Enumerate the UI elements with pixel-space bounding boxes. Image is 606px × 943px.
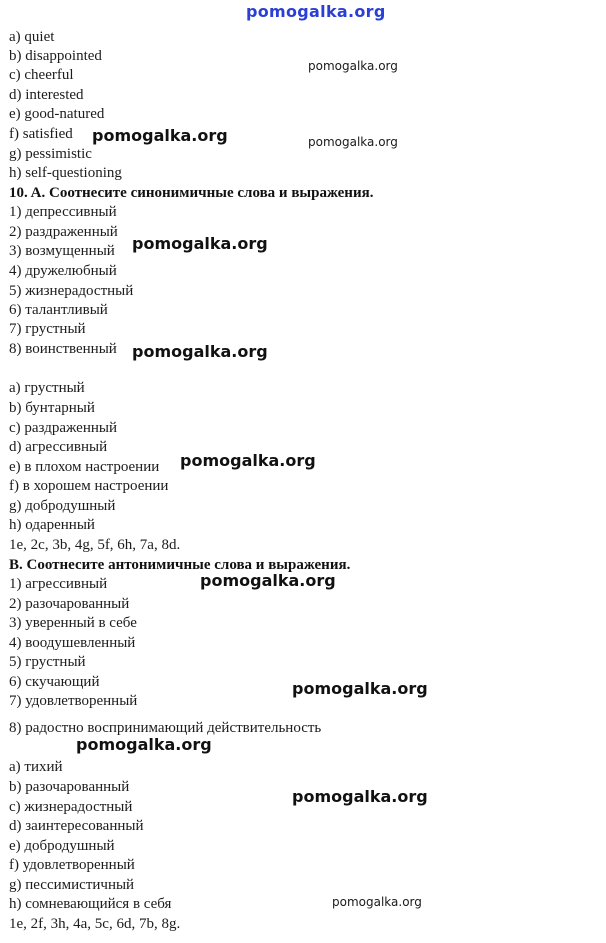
list-item: h) self-questioning [9, 165, 122, 181]
watermark: pomogalka.org [76, 735, 212, 754]
list-item: 1) депрессивный [9, 204, 117, 220]
list-item: c) cheerful [9, 67, 74, 83]
watermark: pomogalka.org [308, 135, 398, 149]
list-item: g) pessimistic [9, 146, 92, 162]
list-item: 7) удовлетворенный [9, 693, 138, 709]
list-item: 5) жизнерадостный [9, 283, 134, 299]
list-item: e) добродушный [9, 838, 115, 854]
list-item: a) грустный [9, 380, 85, 396]
list-item: 6) скучающий [9, 674, 100, 690]
list-item: 8) радостно воспринимающий действительность [9, 720, 322, 736]
task-10a-heading: 10. A. Соотнесите синонимичные слова и выражения. [9, 185, 374, 201]
list-item: 4) воодушевленный [9, 635, 136, 651]
list-item: b) бунтарный [9, 400, 95, 416]
list-item: 5) грустный [9, 654, 86, 670]
list-item: f) удовлетворенный [9, 857, 135, 873]
watermark: pomogalka.org [308, 59, 398, 73]
list-item: c) жизнерадостный [9, 799, 133, 815]
list-item: h) сомневающийся в себя [9, 896, 172, 912]
list-item: 1) агрессивный [9, 576, 108, 592]
watermark: pomogalka.org [132, 234, 268, 253]
list-item: e) в плохом настроении [9, 459, 160, 475]
list-item: e) good-natured [9, 106, 105, 122]
list-item: h) одаренный [9, 517, 95, 533]
answer-10b: 1e, 2f, 3h, 4a, 5c, 6d, 7b, 8g. [9, 916, 181, 932]
watermark: pomogalka.org [332, 895, 422, 909]
list-item: d) заинтересованный [9, 818, 144, 834]
list-item: f) satisfied [9, 126, 73, 142]
list-item: a) тихий [9, 759, 63, 775]
list-item: 6) талантливый [9, 302, 108, 318]
list-item: 3) уверенный в себе [9, 615, 137, 631]
watermark: pomogalka.org [180, 451, 316, 470]
watermark: pomogalka.org [92, 126, 228, 145]
watermark: pomogalka.org [200, 571, 336, 590]
list-item: 7) грустный [9, 321, 86, 337]
list-item: b) разочарованный [9, 779, 130, 795]
list-item: 3) возмущенный [9, 243, 115, 259]
list-item: d) агрессивный [9, 439, 108, 455]
watermark: pomogalka.org [132, 342, 268, 361]
list-item: g) добродушный [9, 498, 116, 514]
list-item: a) quiet [9, 29, 55, 45]
list-item: d) interested [9, 87, 84, 103]
watermark: pomogalka.org [292, 679, 428, 698]
list-item: c) раздраженный [9, 420, 117, 436]
list-item: 2) раздраженный [9, 224, 118, 240]
list-item: g) пессимистичный [9, 877, 135, 893]
task-10b-heading: B. Соотнесите антонимичные слова и выражения. [9, 557, 351, 573]
header-watermark: pomogalka.org [246, 2, 386, 21]
list-item: b) disappointed [9, 48, 102, 64]
list-item: 8) воинственный [9, 341, 117, 357]
watermark: pomogalka.org [292, 787, 428, 806]
list-item: f) в хорошем настроении [9, 478, 169, 494]
list-item: 2) разочарованный [9, 596, 130, 612]
answer-10a: 1e, 2c, 3b, 4g, 5f, 6h, 7a, 8d. [9, 537, 181, 553]
list-item: 4) дружелюбный [9, 263, 117, 279]
